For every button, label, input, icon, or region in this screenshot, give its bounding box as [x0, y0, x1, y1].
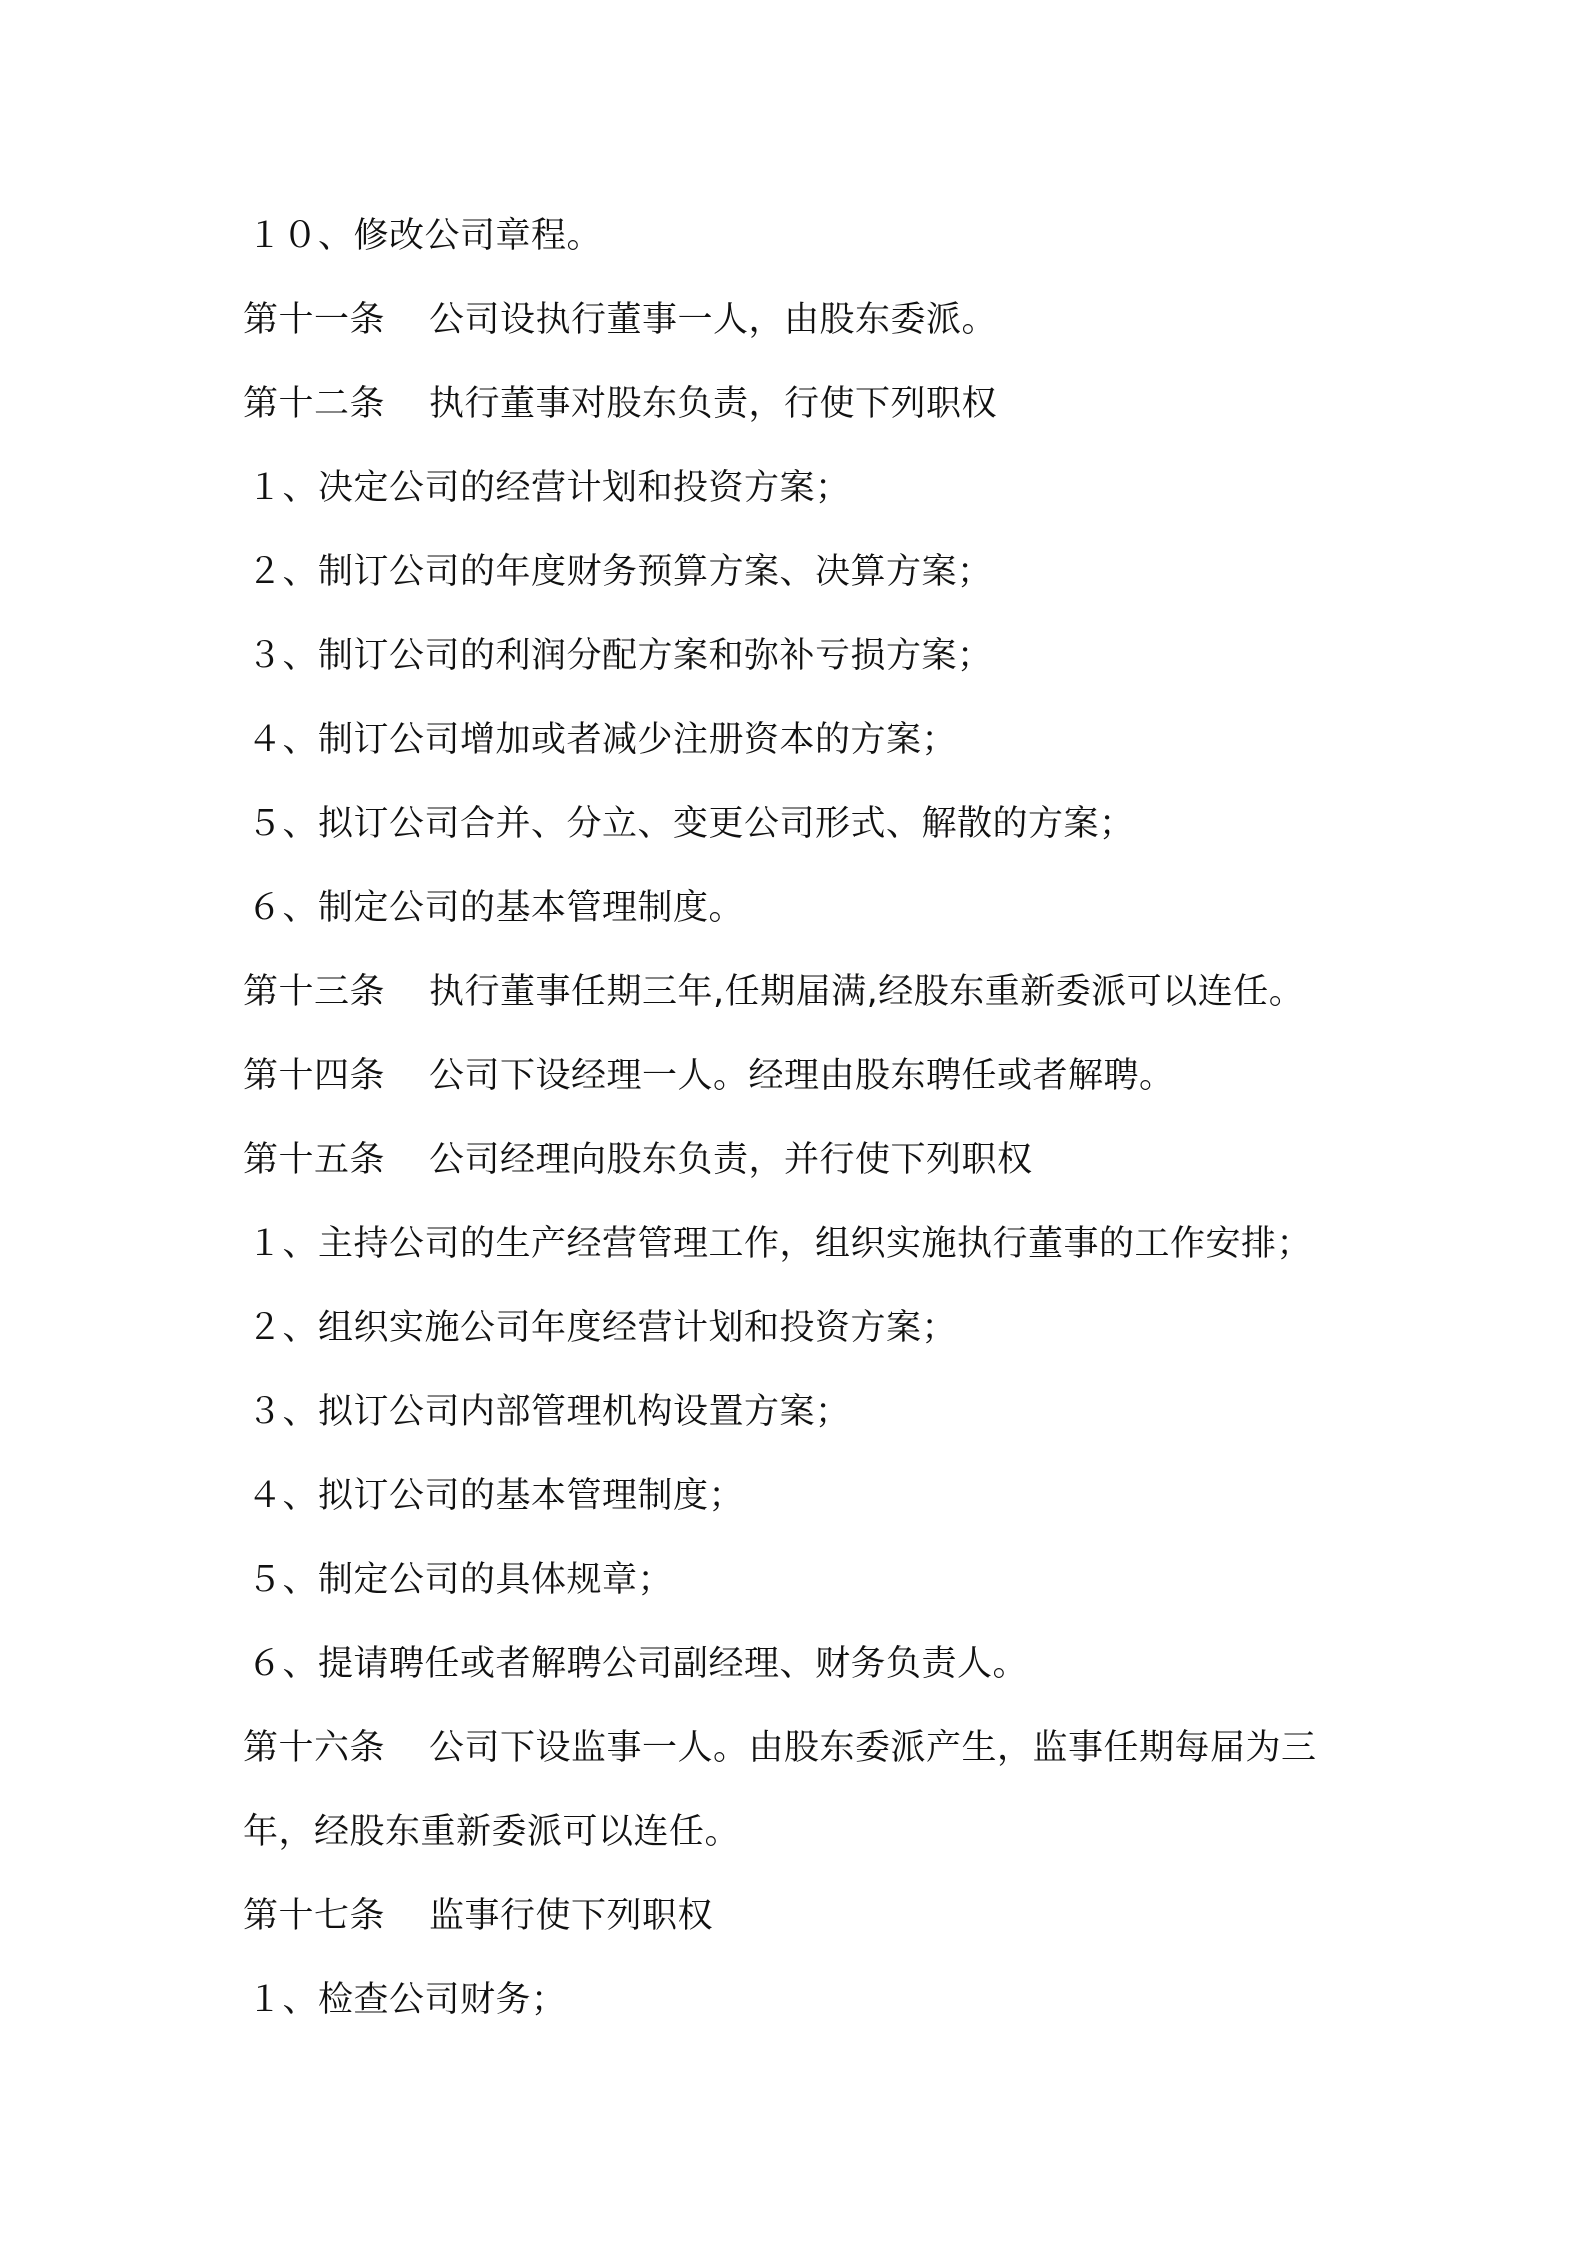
- article-number: 第十四条: [243, 1056, 386, 1096]
- list-item: ２、制订公司的年度财务预算方案、决算方案；: [247, 552, 993, 592]
- article-number: 第十一条: [243, 300, 386, 340]
- list-item: ６、提请聘任或者解聘公司副经理、财务负责人。: [247, 1644, 1029, 1684]
- article-15: [243, 1118, 1363, 1202]
- list-item: ３、拟订公司内部管理机构设置方案；: [247, 1392, 851, 1432]
- list-item: ４、拟订公司的基本管理制度；: [247, 1476, 745, 1516]
- clause-10: １０、修改公司章程。: [247, 216, 603, 256]
- list-item: ６、制定公司的基本管理制度。: [247, 888, 745, 928]
- article-number: 第十五条: [243, 1140, 386, 1180]
- article-number: 第十七条: [243, 1896, 386, 1936]
- list-item: １、检查公司财务；: [247, 1980, 567, 2020]
- document-body: [243, 194, 1363, 2042]
- article-number: 第十三条: [243, 972, 386, 1012]
- list-item: １、决定公司的经营计划和投资方案；: [247, 468, 851, 508]
- article-14: [243, 1034, 1363, 1118]
- article-16-continuation: 年，经股东重新委派可以连任。: [243, 1812, 741, 1852]
- article-12: [243, 362, 1363, 446]
- list-item: ５、拟订公司合并、分立、变更公司形式、解散的方案；: [247, 804, 1135, 844]
- article-text: 监事行使下列职权: [429, 1896, 714, 1936]
- list-item: ３、制订公司的利润分配方案和弥补亏损方案；: [247, 636, 993, 676]
- article-text: 执行董事任期三年,任期届满,经股东重新委派可以连任。: [429, 972, 1305, 1012]
- article-text: 执行董事对股东负责，行使下列职权: [429, 384, 998, 424]
- list-item: １、主持公司的生产经营管理工作，组织实施执行董事的工作安排；: [247, 1224, 1313, 1264]
- article-text: 公司设执行董事一人，由股东委派。: [429, 300, 998, 340]
- list-item: ４、制订公司增加或者减少注册资本的方案；: [247, 720, 958, 760]
- article-number: 第十二条: [243, 384, 386, 424]
- list-item: ２、组织实施公司年度经营计划和投资方案；: [247, 1308, 958, 1348]
- article-17: [243, 1874, 1363, 1958]
- article-13: [243, 950, 1363, 1034]
- article-11: [243, 278, 1363, 362]
- list-item: ５、制定公司的具体规章；: [247, 1560, 674, 1600]
- article-text: 公司经理向股东负责，并行使下列职权: [429, 1140, 1033, 1180]
- article-text: 公司下设经理一人。经理由股东聘任或者解聘。: [429, 1056, 1175, 1096]
- article-number: 第十六条: [243, 1728, 386, 1768]
- article-16: [243, 1706, 1363, 1790]
- article-text: 公司下设监事一人。由股东委派产生，监事任期每届为三: [429, 1728, 1317, 1768]
